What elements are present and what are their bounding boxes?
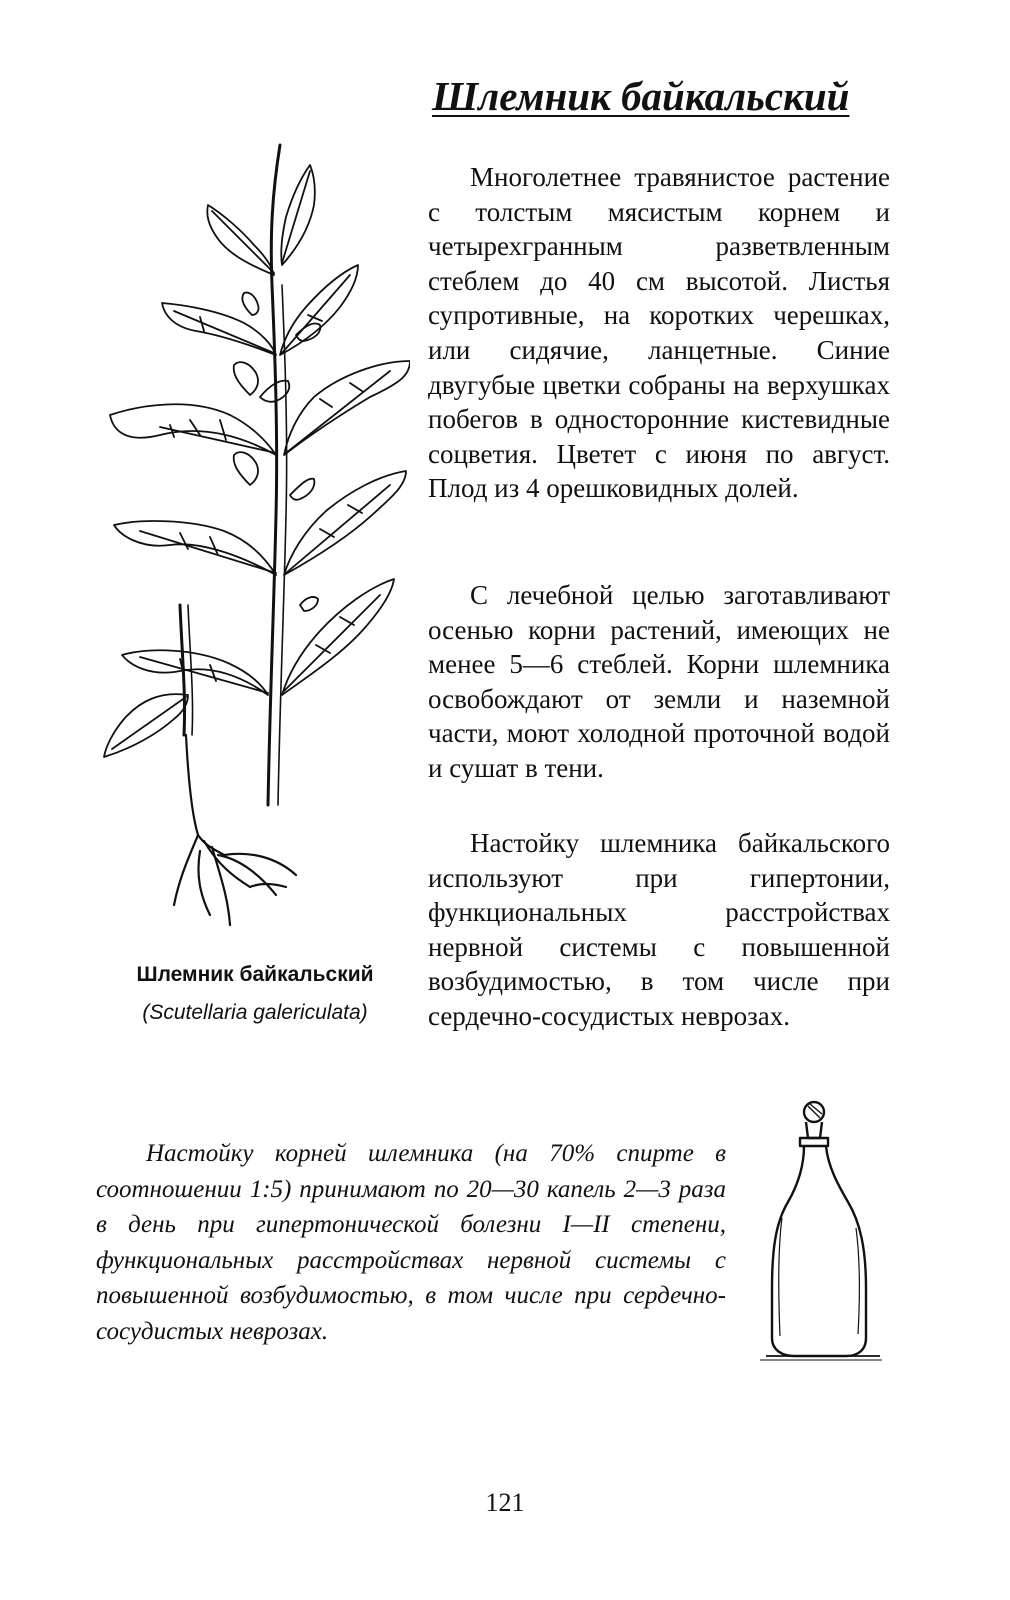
plant-illustration [100, 135, 410, 935]
recipe-paragraph: Настойку корней шлемника (на 70% спирте в соотношении 1:5) принимают по 20—30 капель 2—3 раза в день при гипертонической болезни I—II степени, функциональных расстройствах нервной системы с повышенной возбудимостью, в том числе при сердечно-сосудистых неврозах. [96, 1140, 726, 1345]
bottle-icon [752, 1098, 890, 1366]
harvest-paragraph: С лечебной целью заготавливают осенью корни растений, имеющих не менее 5—6 стеблей. Корни шлемника освобождают от земли и наземной части, моют холодной проточной водой и сушат в тени. [428, 580, 890, 783]
page-title: Шлемник байкальский [432, 73, 850, 119]
page-number: 121 [485, 1488, 525, 1517]
usage-paragraph: Настойку шлемника байкальского используют при гипертонии, функциональных расстройствах нервной системы с повышенной возбудимостью, в том числе при сердечно-сосудистых неврозах. [428, 828, 890, 1031]
description-paragraph: Многолетнее травянистое растение с толстым мясистым корнем и четырехгранным разветвленным стеблем до 40 см высотой. Листья супротивные, на коротких черешках, или сидячие, ланцетные. Синие двугубые цветки собраны на верхушках побегов в односторонние кистевидные соцветия. Цветет с июня по август. Плод из 4 орешковидных долей. [428, 162, 890, 504]
figure-caption-name: Шлемник байкальский [136, 963, 374, 986]
figure-caption-latin: (Scutellaria galericulata) [142, 1001, 368, 1024]
